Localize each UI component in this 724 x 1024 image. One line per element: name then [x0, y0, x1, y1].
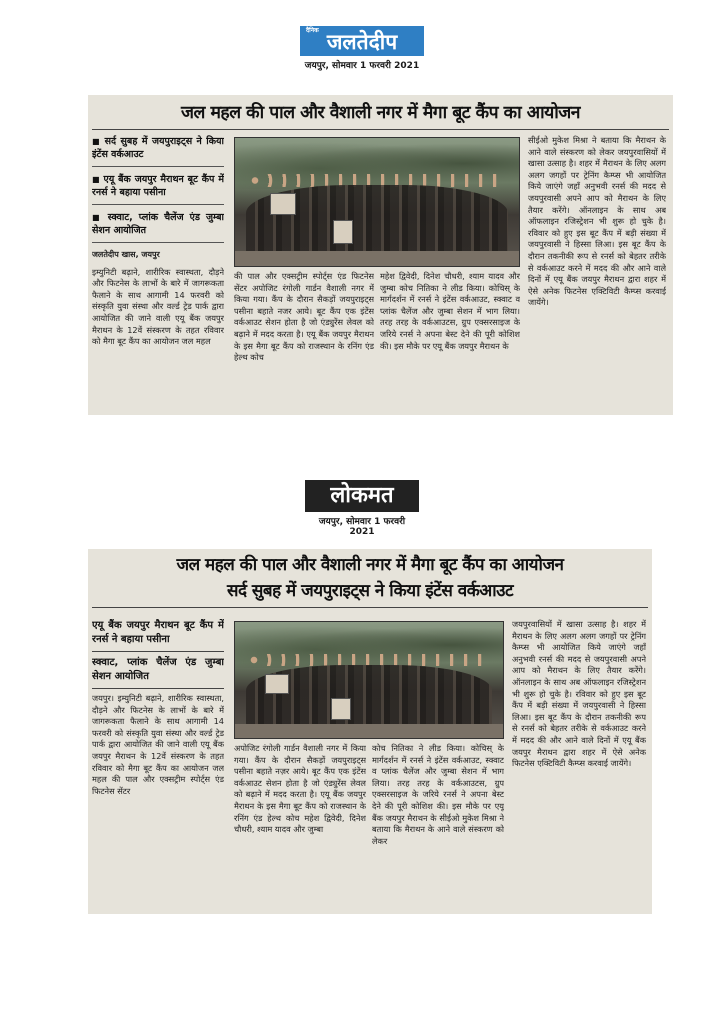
article-clipping-1: [88, 95, 673, 415]
headline: जल महल की पाल और वैशाली नगर में मैगा बूट कैंप का आयोजन: [92, 101, 669, 130]
logo-text: लोकमत: [330, 483, 394, 508]
body-text: इम्युनिटी बढ़ाने, शारीरिक स्वास्थता, दौड़ने और फिटनेस के लाभों के बारे में जागरूकता फैलाने के साथ आगामी 14 फरवरी को संस्कृति युवा संस्था और वर्ल्ड ट्रेड पार्क द्वारा आयोजित की जाने वाली एयू बैंक जयपुर मैराथन के 12वें संस्करण के तहत रविवार को मैगा बूट कैंप का आयोजन जल महल: [92, 266, 224, 347]
bullet-point: ■ स्क्वाट, प्लांक चैलेंज एंड जुम्बा सेशन आयोजित: [92, 211, 224, 243]
sub-headline: सर्द सुबह में जयपुराइट्स ने किया इंटेंस वर्कआउट: [92, 579, 648, 608]
photo-ground: [235, 251, 519, 266]
sub-heading: स्क्वाट, प्लांक चैलेंज एंड जुम्बा सेशन आयोजित: [92, 656, 224, 689]
headline: जल महल की पाल और वैशाली नगर में मैगा बूट कैंप का आयोजन: [176, 555, 564, 575]
dateline: जयपुर, सोमवार 1 फरवरी 2021: [318, 517, 406, 537]
masthead-jalte-deep: [300, 26, 424, 71]
bullet-point: ■ एयू बैंक जयपुर मैराथन बूट कैंप में रनर्स ने बहाया पसीना: [92, 173, 224, 205]
logo-prefix: दैनिक: [306, 27, 319, 34]
article-clipping-2: [88, 549, 652, 914]
group-photo: [234, 621, 504, 739]
body-text: अपोजिट रंगोली गार्डन वैशाली नगर में किया गया। कैंप के दौरान सैकड़ों जयपुराइट्स पसीना बहाते नज़र आये। बूट कैंप एक इंटेंस वर्कआउट सेशन होता है जो एंड्युरेंस लेवल को बढ़ाने में मदद करता है। एयू बैंक जयपुर मैराथन के इस मैगा बूट कैंप को राजस्थान के रनिंग एंड हेल्थ कोच महेश द्विवेदी, दिनेश चौधरी, श्याम यादव और जुम्बा: [234, 743, 366, 835]
column-2: [234, 271, 374, 411]
column-3: [380, 271, 520, 411]
column-1: [92, 619, 224, 911]
column-2: [234, 743, 366, 911]
newspaper-logo: [300, 26, 424, 56]
column-3: [372, 743, 504, 911]
sub-heading: एयू बैंक जयपुर मैराथन बूट कैंप में रनर्स ने बहाया पसीना: [92, 619, 224, 652]
dateline: जयपुर, सोमवार 1 फरवरी 2021: [304, 61, 420, 71]
column-4: [528, 135, 666, 411]
column-4: [512, 619, 646, 911]
body-text: कोच नितिका ने लीड किया। कोचिस् के मार्गदर्शन में रनर्स ने इंटेंस वर्कआउट, स्क्वाट व प्लांक चैलेंज और जुम्बा सेशन में भाग लिया। तरह तरह के वर्कआउटस, ग्रुप एक्सरसाइज के जरिये रनर्स ने अपना बेस्ट देने की पूरी कोशिश की। इस मौके पर एयू बैंक जयपुर मैराथन के सीईओ मुकेश मिश्रा ने बताया कि मैराथन के आने वाले संस्करण को लेकर: [372, 743, 504, 846]
logo-text: जलतेदीप: [326, 30, 398, 54]
body-text: जयपुर। इम्युनिटी बढ़ाने, शारीरिक स्वास्थता, दौड़ने और फिटनेस के लाभों के बारे में जागरूकता फैलाने के साथ आगामी 14 फरवरी को संस्कृति युवा संस्था और वर्ल्ड ट्रेड पार्क द्वारा आयोजित की जाने वाली एयू बैंक जयपुर मैराथन के 12वें संस्करण के तहत रविवार को मैगा बूट कैंप का आयोजन जल महल की पाल और एक्सट्रीम स्पोर्ट्स एंड फिटनेस सेंटर: [92, 693, 224, 796]
photo-sign: [270, 193, 296, 215]
group-photo: [234, 137, 520, 267]
photo-ground: [235, 724, 503, 738]
body-text: जयपुरवासियों में खासा उत्साह है। शहर में मैराथन के लिए अलग अलग जगहों पर ट्रेनिंग कैम्प्स भी आयोजित किये जाएंगे जहाँ अनुभवी रनर्स की मदद से जयपुरवासी अपने आप को मैराथन के लिए तैयार करेंगे। ऑनलाइन के साथ अब ऑफलाइन रजिस्ट्रेशन भी शुरू हो चुके है। रविवार को हुए इस बूट कैंप में बड़ी संख्या में जयपुरवासी ने हिस्सा लिआ। इस बूट कैंप के दौरान तकनीकी रूप से रनर्स को बेहतर तरीके से वर्कआउट करने में मदद की और आने वाले दिनों में एयू बैंक जयपुर मैराथन द्वारा शहर में ऐसे अनेक फिटनेस एक्टिविटी कैम्प्स करवाई जायेंगे।: [512, 619, 646, 769]
newspaper-logo: [305, 480, 419, 512]
photo-sign: [333, 220, 353, 244]
body-text: की पाल और एक्सट्रीम स्पोर्ट्स एंड फिटनेस सेंटर अपोजिट रंगोली गार्डन वैशाली नगर में किया गया। कैंप के दौरान सैकड़ों जयपुराइट्स पसीना बहाते नजर आये। बूट कैंप एक इंटेंस वर्कआउट सेशन होता है जो एंड्युरेंस लेवल को बढ़ाने में मदद करता है। एयू बैंक जयपुर मैराथन के इस मैगा बूट कैंप को राजस्थान के रनिंग एंड हेल्थ कोच: [234, 271, 374, 363]
masthead-lokmat: [305, 480, 419, 537]
byline: जलतेदीप खास, जयपुर: [92, 250, 160, 259]
body-text: महेश द्विवेदी, दिनेश चौधरी, श्याम यादव और जुम्बा कोच नितिका ने लीड किया। कोचिस् के मार्गदर्शन में रनर्स ने इंटेंस वर्कआउट, स्क्वाट व प्लांक चैलेंज और जुम्बा सेशन में भाग लिया। तरह तरह के वर्कआउटस, ग्रुप एक्सरसाइज के जरिये रनर्स ने अपना बेस्ट देने की पूरी कोशिश की। इस मौके पर एयू बैंक जयपुर मैराथन के: [380, 271, 520, 351]
bullet-point: ■ सर्द सुबह में जयपुराइट्स ने किया इंटेंस वर्कआउट: [92, 135, 224, 167]
body-text: सीईओ मुकेश मिश्रा ने बताया कि मैराथन के आने वाले संस्करण को लेकर जयपुरवासियों में खासा उत्साह है। शहर में मैराथन के लिए अलग अलग जगहों पर ट्रेनिंग कैम्प्स भी आयोजित किये जाएंगे जहाँ अनुभवी रनर्स की मदद से जयपुरवासी अपने आप को मैराथन के लिए तैयार करेंगे। ऑनलाइन के साथ अब ऑफलाइन रजिस्ट्रेशन भी शुरू हो चुके है। रविवार को हुए इस बूट कैंप में बड़ी संख्या में जयपुरवासी ने हिस्सा लिआ। इस बूट कैंप के दौरान तकनीकी रूप से रनर्स को बेहतर तरीके से वर्कआउट करने में मदद की और आने वाले दिनों में एयू बैंक जयपुर मैराथन द्वारा शहर में ऐसे अनेक फिटनेस एक्टिविटी कैम्प्स करवाई जायेंगे।: [528, 135, 666, 308]
photo-sign: [331, 698, 351, 720]
column-1: [92, 135, 224, 411]
photo-sign: [265, 674, 289, 694]
